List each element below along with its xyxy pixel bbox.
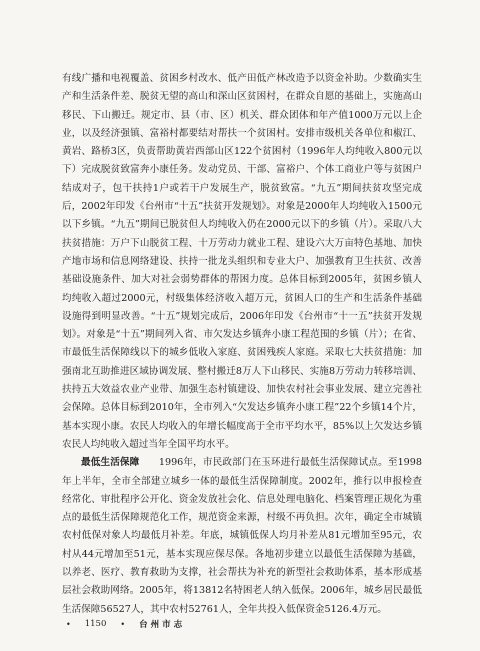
- book-title: 台州市志: [139, 620, 186, 630]
- page-footer: [66, 618, 185, 630]
- page-number: 1150: [84, 619, 107, 629]
- section-heading: 最低生活保障: [81, 457, 140, 469]
- paragraph-text: 1996年，市民政部门在玉环进行最低生活保障试点。至1998年上半年，全市全部建立城乡一体的最低生活保障制度。2002年，推行以申报检查经常化、审批程序公开化、资金发放社会化、信息处理电脑化、档案管理正规化为重点的最低生活保障规范化工作，规范资金来源，村级不再负担。次年，确定全市城镇农村低保对象人均最低月补差。年底，城镇低保人均月补差从81元增加至95元，农村从44元增加至51元，基本实现应保尽保。各地初步建立以最低生活保障为基础，以养老、医疗、教育救助为支撑，社会帮扶为补充的新型社会救助体系，基本形成基层社会救助网络。2005年，将13812名特困老人纳入低保。2006年，城乡居民最低生活保障56527人，其中农村52761人，全年共投入低保资金5126.4万元。: [62, 457, 422, 615]
- footer-bullet: •: [66, 619, 71, 629]
- paragraph-minimum-living-security: [62, 454, 422, 619]
- footer-bullet-right: •: [120, 619, 126, 629]
- body-text: [62, 70, 422, 619]
- paragraph-poverty-alleviation: [62, 70, 422, 454]
- paragraph-text: 有线广播和电视覆盖、贫困乡村改水、低产田低产林改造予以资金补助。少数确实生产和生活条件差、脱贫无望的高山和深山区贫困村，在群众自愿的基础上，实施高山移民、下山搬迁。规定市、县（市、区）机关、群众团体和年产值1000万元以上企业，以及经济强镇、富裕村都要结对帮扶一个贫困村。安排市级机关各单位和椒江、黄岩、路桥3区，负责帮助黄岩西部山区122个贫困村（1996年人均纯收入800元以下）完成脱贫致富奔小康任务。发动党员、干部、富裕户、个体工商业户等与贫困户结成对子，包干扶持1户或若干户发展生产，脱贫致富。“九五”期间扶贫攻坚完成后，2002年印发《台州市“十五”扶贫开发规划》。对象是2000年人均纯收入1500元以下乡镇。“九五”期间已脱贫但人均纯收入仍在2000元以下的乡镇（片）。采取八大扶贫措施：万户下山脱贫工程、十万劳动力就业工程、建设六大万亩特色基地、加快产地市场和信息网络建设、扶持一批龙头组织和专业大户、加强教育卫生扶贫、改善基础设施条件、加大对社会弱势群体的帮困力度。总体目标到2005年，贫困乡镇人均纯收入超过2000元，村级集体经济收入超万元，贫困人口的生产和生活条件基础设施得到明显改善。“十五”规划完成后，2006年印发《台州市“十一五”扶贫开发规划》。对象是“十五”期间列入省、市欠发达乡镇奔小康工程范围的乡镇（片）；在省、市最低生活保障线以下的城乡低收入家庭、贫困残疾人家庭。采取七大扶贫措施：加强南北互助推进区域协调发展、整村搬迁8万人下山移民、实施8万劳动力转移培训、扶持五大效益农业产业带、加强生态村镇建设、加快农村社会事业发展、建立完善社会保障。总体目标到2010年，全市列入“欠发达乡镇奔小康工程”22个乡镇14个片，基本实现小康。农民人均收入的年增长幅度高于全市平均水平，85%以上欠发达乡镇农民人均纯收入超过当年全国平均水平。: [62, 73, 422, 450]
